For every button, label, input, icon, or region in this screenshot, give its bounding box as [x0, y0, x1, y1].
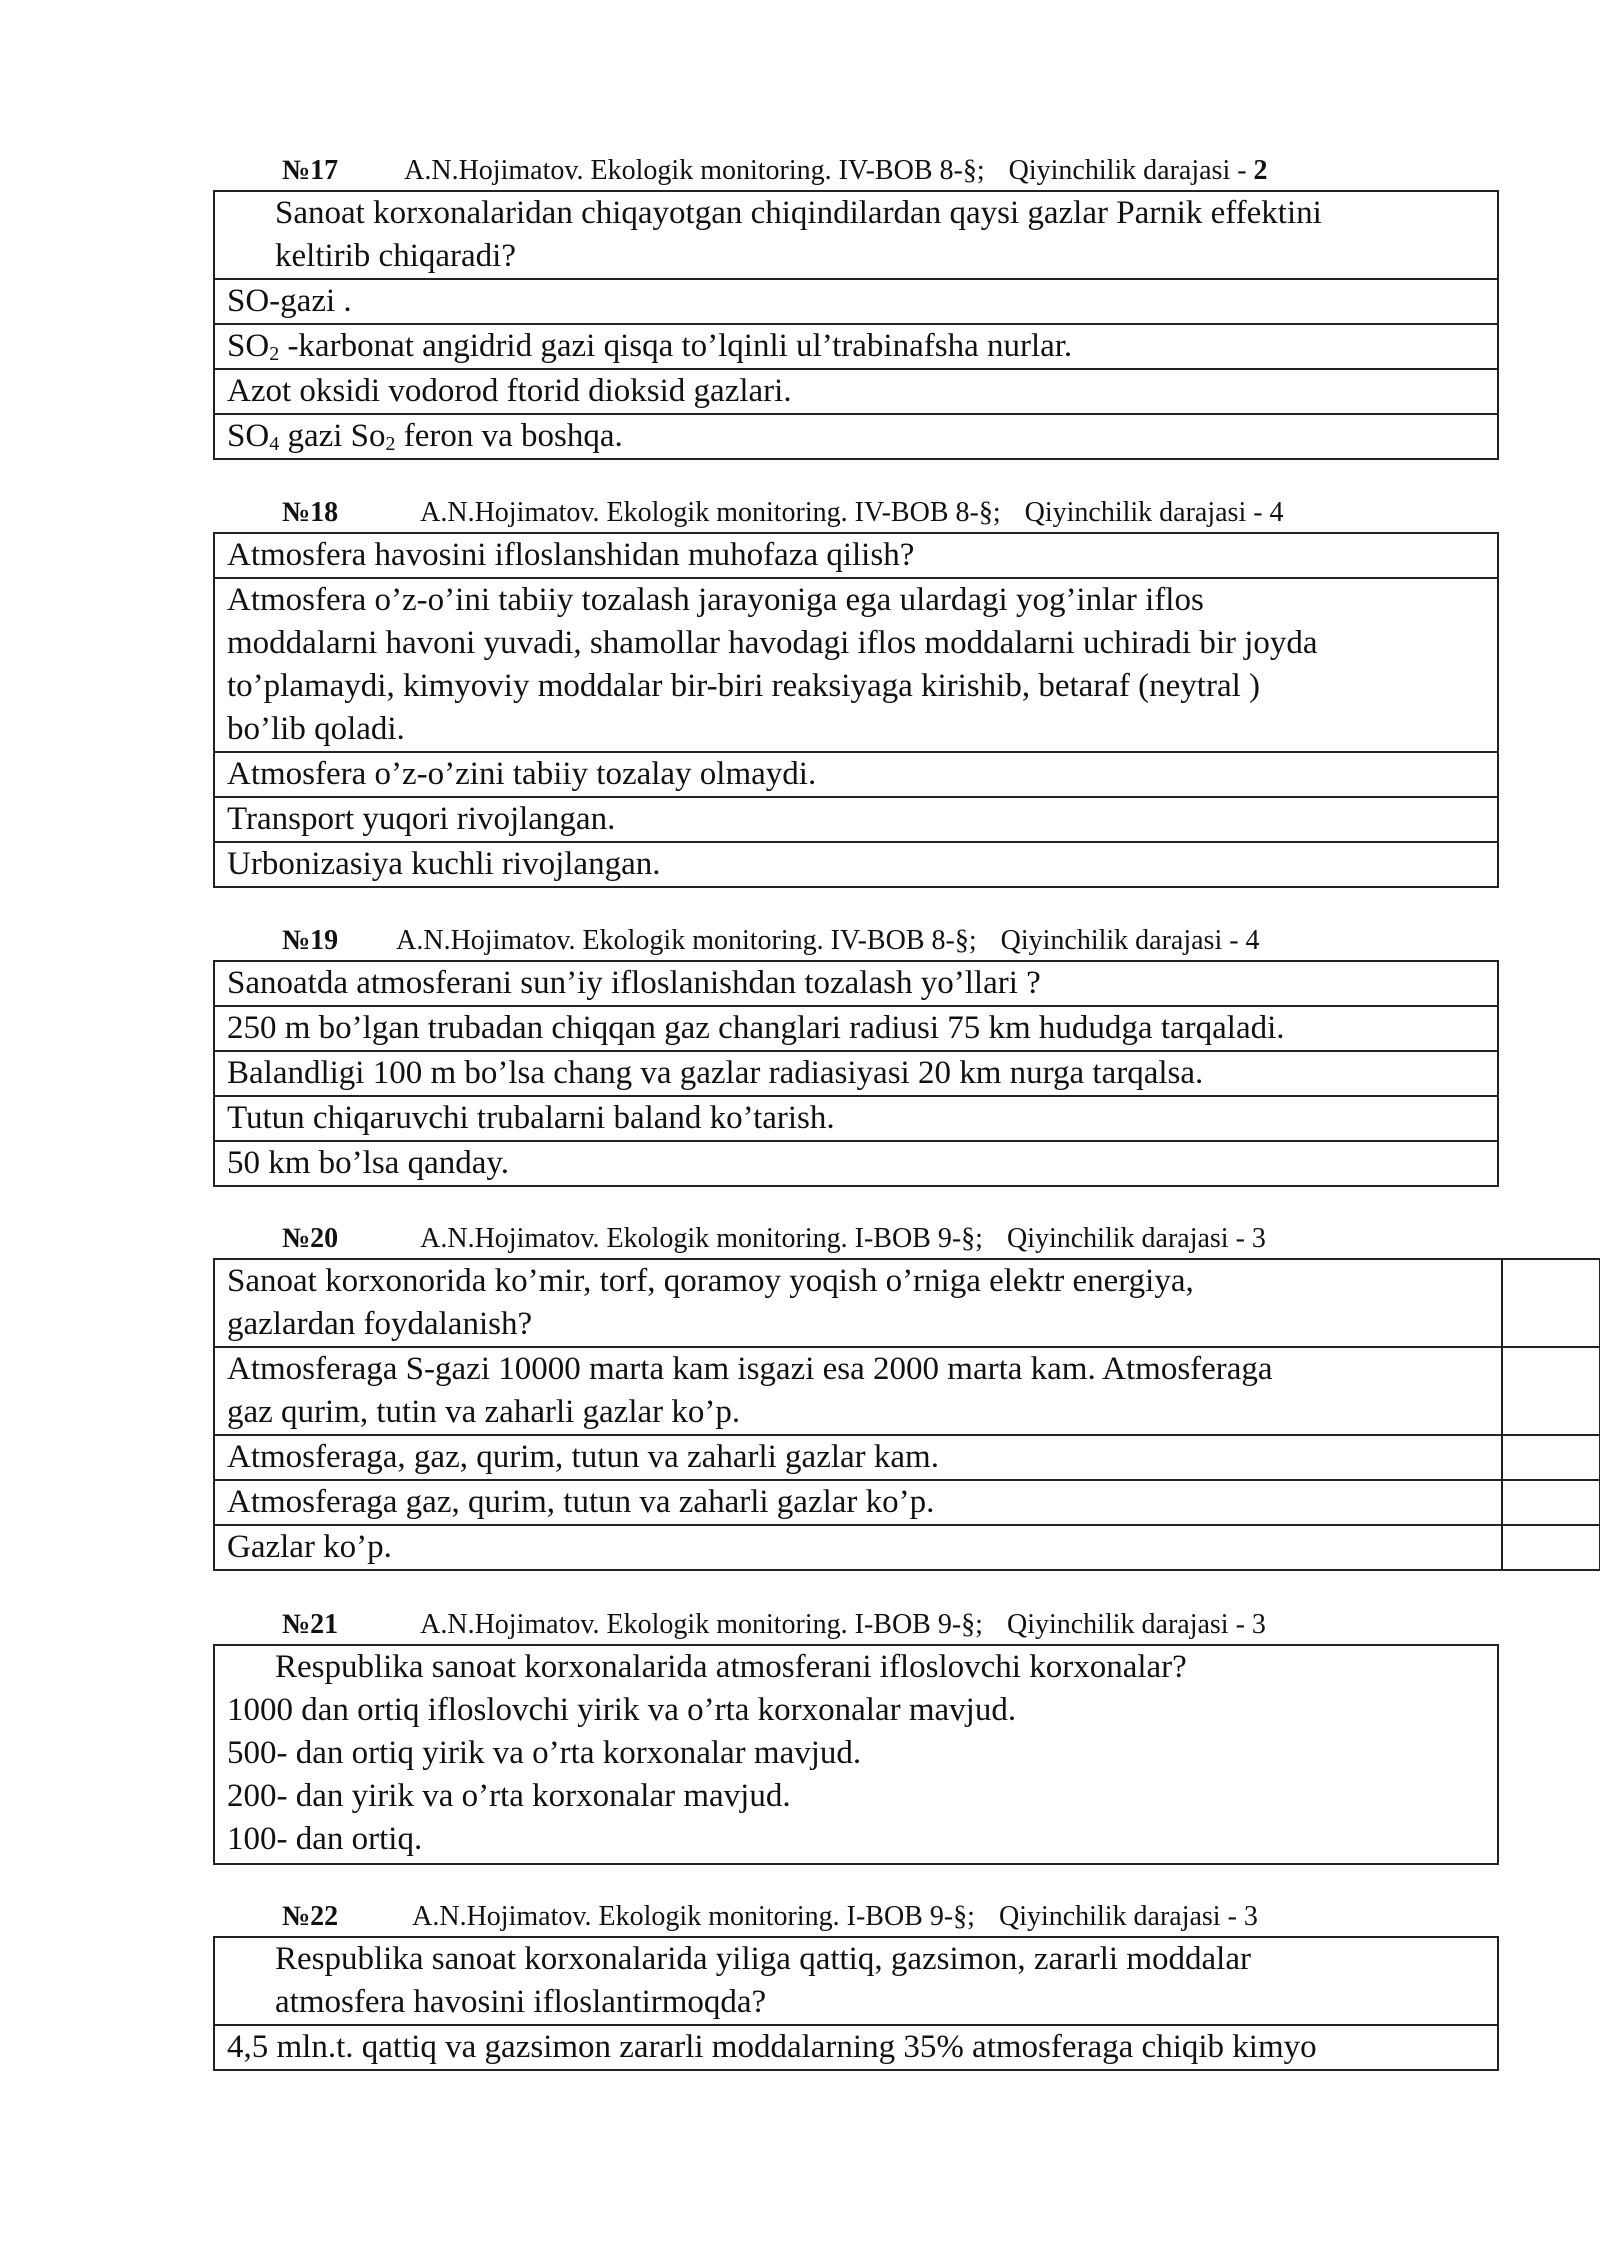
- difficulty-label: Qiyinchilik darajasi - 4: [1000, 925, 1260, 956]
- difficulty-label: Qiyinchilik darajasi - 3: [1006, 1609, 1266, 1640]
- difficulty-label: Qiyinchilik darajasi - 3: [1006, 1223, 1266, 1254]
- answer-option: Azot oksidi vodorod ftorid dioksid gazlari.: [214, 369, 1498, 414]
- difficulty-label: Qiyinchilik darajasi -: [1008, 155, 1254, 186]
- answer-option: 250 m bo’lgan trubadan chiqqan gaz changlari radiusi 75 km hududga tarqaladi.: [214, 1006, 1498, 1051]
- question-table: [213, 1936, 1499, 2071]
- question-header: [213, 1606, 1499, 1644]
- answer-key-cell: [1502, 1525, 1600, 1570]
- question-text: Respublika sanoat korxonalarida atmosferani ifloslovchi korxonalar?: [275, 1649, 1187, 1685]
- question-header: [213, 922, 1499, 960]
- answer-option: Atmosfera o’z-o’ini tabiiy tozalash jarayoniga ega ulardagi yog’inlar iflos moddalarni havoni yuvadi, shamollar havodagi iflos moddalarni uchiradi bir joyda to’plamaydi, kimyoviy moddalar bir-biri reaksiyaga kirishib, betaraf (neytral ) bo’lib qoladi.: [214, 578, 1498, 752]
- question-table: [213, 960, 1499, 1187]
- source-reference: A.N.Hojimatov. Ekologik monitoring. I-BOB 9-§;: [420, 1609, 983, 1640]
- answer-option: 50 km bo’lsa qanday.: [214, 1141, 1498, 1186]
- question-number: №22: [282, 1901, 339, 1932]
- answer-option: $SO_2$ -karbonat angidrid gazi qisqa to’lqinli ul’trabinafsha nurlar.: [214, 324, 1498, 369]
- answer-option: 200- dan yirik va o’rta korxonalar mavjud.: [227, 1778, 791, 1814]
- answer-option: 1000 dan ortiq ifloslovchi yirik va o’rta korxonalar mavjud.: [227, 1692, 1017, 1728]
- question-header: [213, 1898, 1499, 1936]
- question-20: [213, 1220, 1600, 1571]
- question-header: [213, 152, 1499, 190]
- question-table: [213, 1258, 1600, 1571]
- source-reference: A.N.Hojimatov. Ekologik monitoring. IV-BOB 8-§;: [404, 155, 985, 186]
- answer-key-cell: [1502, 1347, 1600, 1435]
- question-header: [213, 1220, 1600, 1258]
- difficulty-level: 2: [1253, 155, 1268, 186]
- answer-option: Atmosferaga, gaz, qurim, tutun va zaharli gazlar kam.: [214, 1435, 1502, 1480]
- question-body: [214, 1645, 1498, 1864]
- question-text: Sanoat korxonorida ko’mir, torf, qoramoy yoqish o’rniga elektr energiya, gazlardan foydalanish?: [214, 1259, 1502, 1347]
- question-header: [213, 494, 1499, 532]
- answer-option: SO-gazi .: [214, 279, 1498, 324]
- answer-option: Atmosferaga S-gazi 10000 marta kam isgazi esa 2000 marta kam. Atmosferaga gaz qurim, tutin va zaharli gazlar ko’p.: [214, 1347, 1502, 1435]
- question-22: [213, 1898, 1499, 2071]
- question-19: [213, 922, 1499, 1187]
- answer-key-cell: [1502, 1480, 1600, 1525]
- question-21: [213, 1606, 1499, 1865]
- question-17: [213, 152, 1499, 460]
- source-reference: A.N.Hojimatov. Ekologik monitoring. I-BOB 9-§;: [420, 1223, 983, 1254]
- question-number: №17: [282, 155, 339, 186]
- question-text: Respublika sanoat korxonalarida yiliga qattiq, gazsimon, zararli moddalar atmosfera havosini ifloslantirmoqda?: [214, 1937, 1498, 2025]
- difficulty-label: Qiyinchilik darajasi - 4: [1024, 497, 1284, 528]
- question-text: Sanoat korxonalaridan chiqayotgan chiqindilardan qaysi gazlar Parnik effektini keltirib chiqaradi?: [214, 191, 1498, 279]
- question-18: [213, 494, 1499, 888]
- answer-option: Balandligi 100 m bo’lsa chang va gazlar radiasiyasi 20 km nurga tarqalsa.: [214, 1051, 1498, 1096]
- answer-option: Urbonizasiya kuchli rivojlangan.: [214, 842, 1498, 887]
- question-number: №20: [282, 1223, 339, 1254]
- answer-option: 4,5 mln.t. qattiq va gazsimon zararli moddalarning 35% atmosferaga chiqib kimyo: [214, 2025, 1498, 2070]
- answer-key-cell: [1502, 1435, 1600, 1480]
- source-reference: A.N.Hojimatov. Ekologik monitoring. IV-BOB 8-§;: [420, 497, 1001, 528]
- question-number: №19: [282, 925, 339, 956]
- answer-option: 100- dan ortiq.: [227, 1821, 423, 1857]
- answer-option: $SO_4$ gazi $So_2$ feron va boshqa.: [214, 414, 1498, 459]
- difficulty-label: Qiyinchilik darajasi - 3: [998, 1901, 1258, 1932]
- question-text: Atmosfera havosini ifloslanshidan muhofaza qilish?: [214, 533, 1498, 578]
- question-table: [213, 1644, 1499, 1865]
- source-reference: A.N.Hojimatov. Ekologik monitoring. IV-BOB 8-§;: [396, 925, 977, 956]
- answer-key-cell: [1502, 1259, 1600, 1347]
- answer-option: Atmosfera o’z-o’zini tabiiy tozalay olmaydi.: [214, 752, 1498, 797]
- answer-option: Transport yuqori rivojlangan.: [214, 797, 1498, 842]
- question-table: [213, 532, 1499, 888]
- answer-option: 500- dan ortiq yirik va o’rta korxonalar mavjud.: [227, 1735, 862, 1771]
- question-number: №18: [282, 497, 339, 528]
- question-number: №21: [282, 1609, 339, 1640]
- answer-option: Atmosferaga gaz, qurim, tutun va zaharli gazlar ko’p.: [214, 1480, 1502, 1525]
- question-text: Sanoatda atmosferani sun’iy ifloslanishdan tozalash yo’llari ?: [214, 961, 1498, 1006]
- answer-option: Gazlar ko’p.: [214, 1525, 1502, 1570]
- question-table: [213, 190, 1499, 460]
- source-reference: A.N.Hojimatov. Ekologik monitoring. I-BOB 9-§;: [412, 1901, 975, 1932]
- answer-option: Tutun chiqaruvchi trubalarni baland ko’tarish.: [214, 1096, 1498, 1141]
